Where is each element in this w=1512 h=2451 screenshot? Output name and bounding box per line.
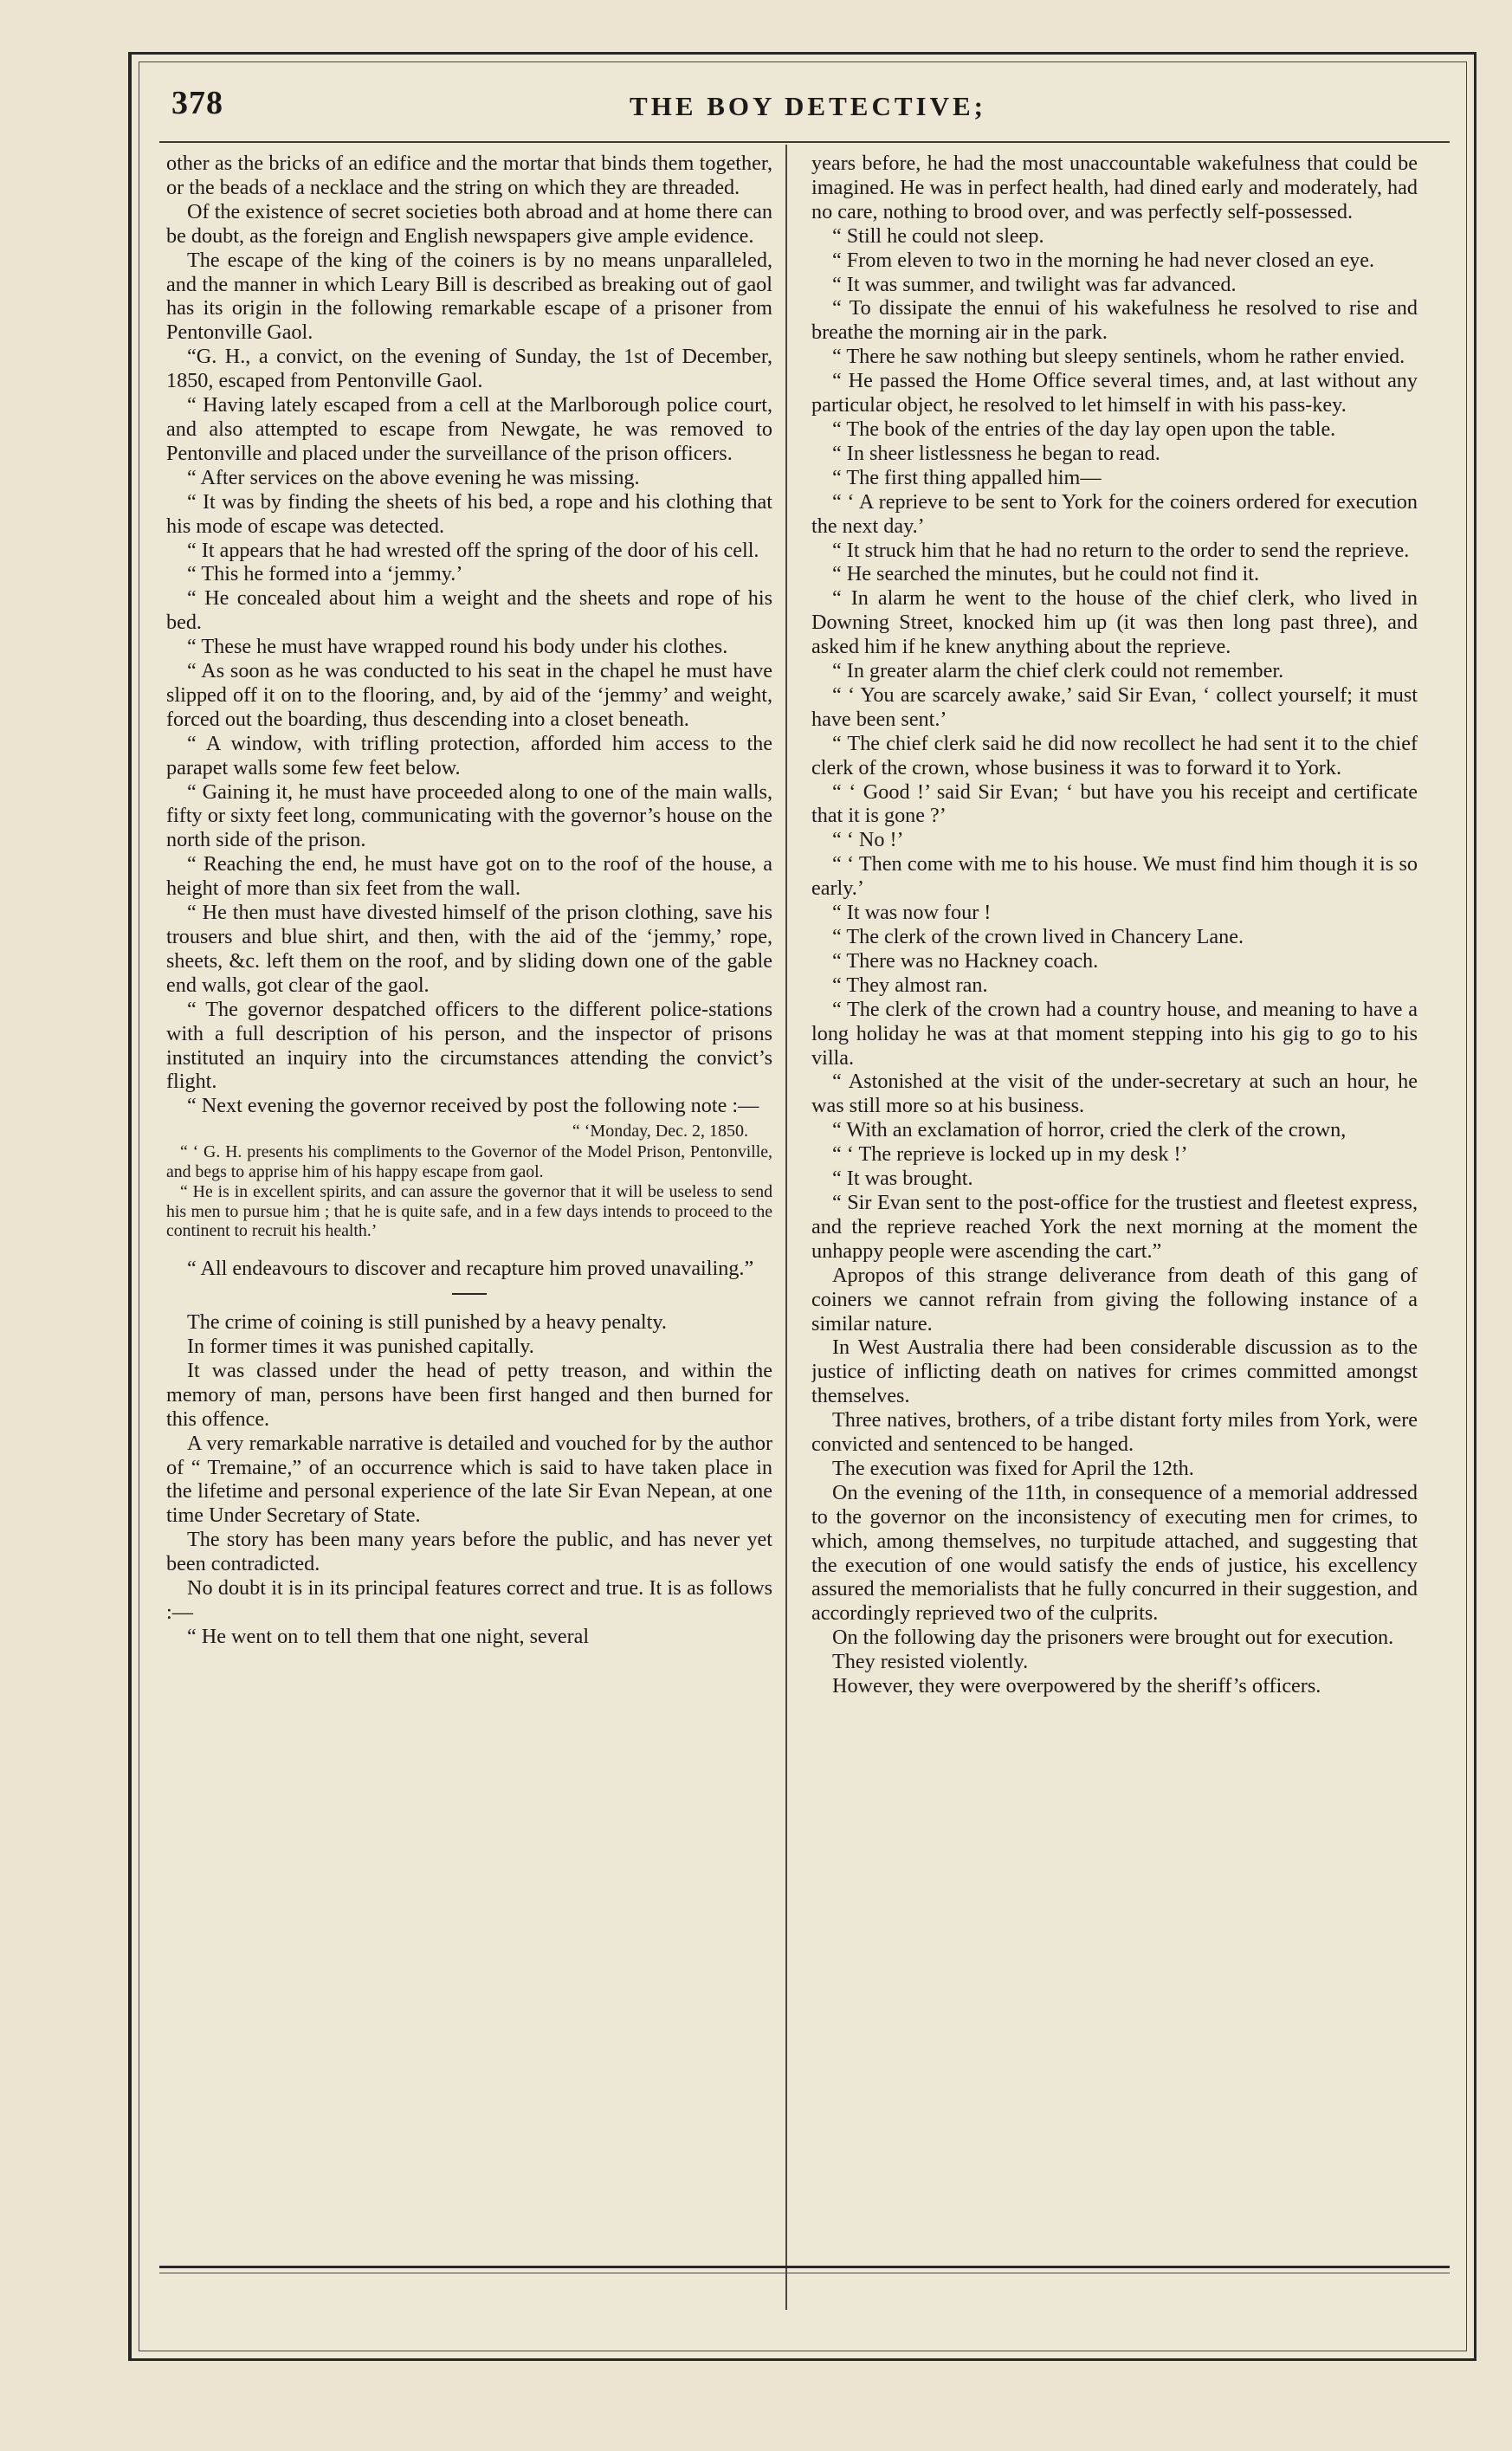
paragraph: In West Australia there had been considerable discussion as to the justice of inflicting death on natives for crimes committed amongst themselves.: [811, 1335, 1418, 1408]
paragraph: “ In sheer listlessness he began to read.: [832, 441, 1160, 465]
paragraph: “ It struck him that he had no return to the order to send the reprieve.: [832, 538, 1410, 562]
paragraph: other as the bricks of an edifice and the mortar that binds them together, or the beads of a necklace and the string on which they are threaded.: [166, 152, 772, 199]
paragraph: “ Having lately escaped from a cell at the Marlborough police court, and also attempted to escape from Newgate, he was removed to Pentonville and placed under the surveillance of the prison officers.: [166, 393, 772, 465]
paragraph: They resisted violently.: [832, 1650, 1029, 1674]
paragraph: “ He concealed about him a weight and the sheets and rope of his bed.: [166, 586, 772, 635]
paragraph: The execution was fixed for April the 12th.: [832, 1456, 1194, 1480]
paragraph: “ In alarm he went to the house of the chief clerk, who lived in Downing Street, knocked him up (it was then long past three), and asked him if he knew anything about the reprieve.: [811, 586, 1418, 659]
paragraph: “ ‘ A reprieve to be sent to York for the coiners ordered for execution the next day.’: [811, 489, 1418, 538]
paragraph: “ It appears that he had wrested off the spring of the door of his cell.: [187, 538, 759, 562]
bottom-rule: [159, 2266, 1450, 2268]
paragraph: On the following day the prisoners were brought out for execution.: [832, 1626, 1394, 1650]
paragraph: “ The clerk of the crown had a country house, and meaning to have a long holiday he was at that moment stepping into his gig to go to his villa.: [811, 997, 1418, 1070]
paragraph: Apropos of this strange deliverance from death of this gang of coiners we cannot refrain from giving the following instance of a similar nature.: [811, 1263, 1418, 1335]
paragraph: “ Gaining it, he must have proceeded along to one of the main walls, fifty or sixty feet long, communicating with the governor’s house on the north side of the prison.: [166, 779, 772, 852]
paragraph: The escape of the king of the coiners is by no means unparalleled, and the manner in which Leary Bill is described as breaking out of gaol has its origin in the following remarkable escape of a prisoner from Pentonville Gaol.: [166, 248, 772, 345]
left-column-section-2: [166, 1310, 772, 1649]
page-frame: [128, 52, 1476, 2361]
column-divider: [785, 145, 787, 2310]
paragraph: “ From eleven to two in the morning he had never closed an eye.: [832, 248, 1374, 272]
page-header: [166, 79, 1450, 139]
paragraph: “ The clerk of the crown lived in Chancery Lane.: [832, 925, 1244, 948]
paragraph: “ It was now four !: [832, 901, 992, 925]
right-column-paragraphs: [811, 152, 1418, 1698]
paragraph: It was classed under the head of petty treason, and within the memory of man, persons have been first hanged and then burned for this offence.: [166, 1358, 772, 1431]
paragraph: “ It was summer, and twilight was far advanced.: [832, 272, 1237, 296]
paragraph: “ Sir Evan sent to the post-office for the trustiest and fleetest express, and the reprieve reached York the next morning at the moment the unhappy people were ascending the cart.”: [811, 1190, 1418, 1263]
paragraph: No doubt it is in its principal features correct and true. It is as follows :—: [166, 1576, 772, 1625]
paragraph: Three natives, brothers, of a tribe distant forty miles from York, were convicted and sentenced to be hanged.: [811, 1408, 1418, 1457]
paragraph: A very remarkable narrative is detailed and vouched for by the author of “ Tremaine,” of an occurrence which is said to have taken place in the lifetime and personal experience of the late Sir Evan Nepean, at one time Under Secretary of State.: [166, 1431, 772, 1528]
paragraph: “ ‘ G. H. presents his compliments to the Governor of the Model Prison, Pentonville, and begs to apprise him of his happy escape from gaol.: [166, 1142, 772, 1182]
page-number: 378: [171, 85, 223, 121]
paragraph: “ He then must have divested himself of the prison clothing, save his trousers and blue shirt, and then, with the aid of the ‘jemmy,’ rope, sheets, &c. left them on the roof, and by sliding down one of the gable end walls, got clear of the gaol.: [166, 901, 772, 997]
paragraph: “ This he formed into a ‘jemmy.’: [187, 562, 463, 586]
paragraph: “ Reaching the end, he must have got on to the roof of the house, a height of more than six feet from the wall.: [166, 852, 772, 901]
paragraph: “ A window, with trifling protection, afforded him access to the parapet walls some few feet below.: [166, 731, 772, 779]
paragraph: “ As soon as he was conducted to his seat in the chapel he must have slipped off it on to the flooring, and, by aid of the ‘jemmy’ and weight, forced out the boarding, thus descending into a closet beneath.: [166, 659, 772, 731]
paragraph: years before, he had the most unaccountable wakefulness that could be imagined. He was in perfect health, had dined early and moderately, had no care, nothing to brood over, and was perfectly self-possessed.: [811, 152, 1418, 223]
paragraph: “ After services on the above evening he was missing.: [187, 465, 640, 489]
header-rule: [159, 141, 1450, 143]
paragraph: “G. H., a convict, on the evening of Sunday, the 1st of December, 1850, escaped from Pentonville Gaol.: [166, 345, 772, 393]
paragraph: “ Next evening the governor received by post the following note :—: [187, 1094, 759, 1118]
paragraph: “ With an exclamation of horror, cried the clerk of the crown,: [832, 1118, 1347, 1142]
paragraph: “ It was by finding the sheets of his bed, a rope and his clothing that his mode of escape was detected.: [166, 489, 772, 538]
left-column: [166, 152, 772, 2263]
section-divider: [452, 1293, 487, 1295]
paragraph: Of the existence of secret societies both abroad and at home there can be doubt, as the foreign and English newspapers give ample evidence.: [166, 199, 772, 248]
paragraph: In former times it was punished capitally.: [187, 1335, 534, 1359]
paragraph: On the evening of the 11th, in consequence of a memorial addressed to the governor on the inconsistency of executing men for crimes, to which, among themselves, no turpitude attached, and suggesting that the execution of one would satisfy the ends of justice, his excellency assured the memorialists that he fully concurred in their suggestion, and accordingly reprieved two of the culprits.: [811, 1480, 1418, 1626]
paragraph: “ Still he could not sleep.: [832, 223, 1044, 248]
right-column: [811, 152, 1418, 2263]
paragraph: “ He went on to tell them that one night, several: [187, 1624, 590, 1648]
left-column-after-letter: [166, 1257, 772, 1281]
paragraph: “ All endeavours to discover and recapture him proved unavailing.”: [187, 1257, 754, 1281]
paragraph: The story has been many years before the public, and has never yet been contradicted.: [166, 1528, 772, 1576]
paragraph: “ There was no Hackney coach.: [832, 948, 1099, 973]
paragraph: “ The governor despatched officers to the different police-stations with a full description of his person, and the inspector of prisons instituted an inquiry into the circumstances attending the convict’s flight.: [166, 997, 772, 1094]
paragraph: The crime of coining is still punished by a heavy penalty.: [187, 1310, 667, 1335]
paragraph: “ ‘ You are scarcely awake,’ said Sir Evan, ‘ collect yourself; it must have been sent.’: [811, 682, 1418, 731]
paragraph: “ The book of the entries of the day lay open upon the table.: [832, 417, 1336, 441]
paragraph: “ To dissipate the ennui of his wakefulness he resolved to rise and breathe the morning air in the park.: [811, 296, 1418, 345]
paragraph: “ The chief clerk said he did now recollect he had sent it to the chief clerk of the crown, whose business it was to forward it to York.: [811, 731, 1418, 779]
letter-body: [166, 1142, 772, 1241]
paragraph: “ ‘ No !’: [832, 828, 904, 852]
paragraph: “ He searched the minutes, but he could not find it.: [832, 562, 1260, 586]
paragraph: “ There he saw nothing but sleepy sentinels, whom he rather envied.: [832, 345, 1405, 369]
paragraph: “ ‘ Then come with me to his house. We must find him though it is so early.’: [811, 852, 1418, 901]
paragraph: “ ‘ Good !’ said Sir Evan; ‘ but have you his receipt and certificate that it is gone ?’: [811, 779, 1418, 828]
paragraph: “ These he must have wrapped round his body under his clothes.: [187, 635, 728, 659]
paragraph: “ The first thing appalled him—: [832, 465, 1102, 489]
left-column-paragraphs: [166, 152, 772, 1118]
running-title: THE BOY DETECTIVE;: [630, 91, 986, 121]
paragraph: “ In greater alarm the chief clerk could not remember.: [832, 659, 1284, 683]
paragraph: “ They almost ran.: [832, 973, 988, 997]
paragraph: “ He is in excellent spirits, and can assure the governor that it will be useless to send his men to pursue him ; that he is quite safe, and in a few days intends to proceed to the continent to recruit his health.’: [166, 1181, 772, 1241]
letter-date: “ ‘Monday, Dec. 2, 1850.: [572, 1122, 748, 1141]
paragraph: “ ‘ The reprieve is locked up in my desk !’: [832, 1142, 1188, 1167]
paragraph: “ Astonished at the visit of the under-secretary at such an hour, he was still more so at his business.: [811, 1070, 1418, 1118]
paragraph: “ It was brought.: [832, 1167, 973, 1191]
paragraph: However, they were overpowered by the sheriff’s officers.: [832, 1674, 1321, 1698]
paragraph: “ He passed the Home Office several times, and, at last without any particular object, he resolved to let himself in with his pass-key.: [811, 369, 1418, 417]
